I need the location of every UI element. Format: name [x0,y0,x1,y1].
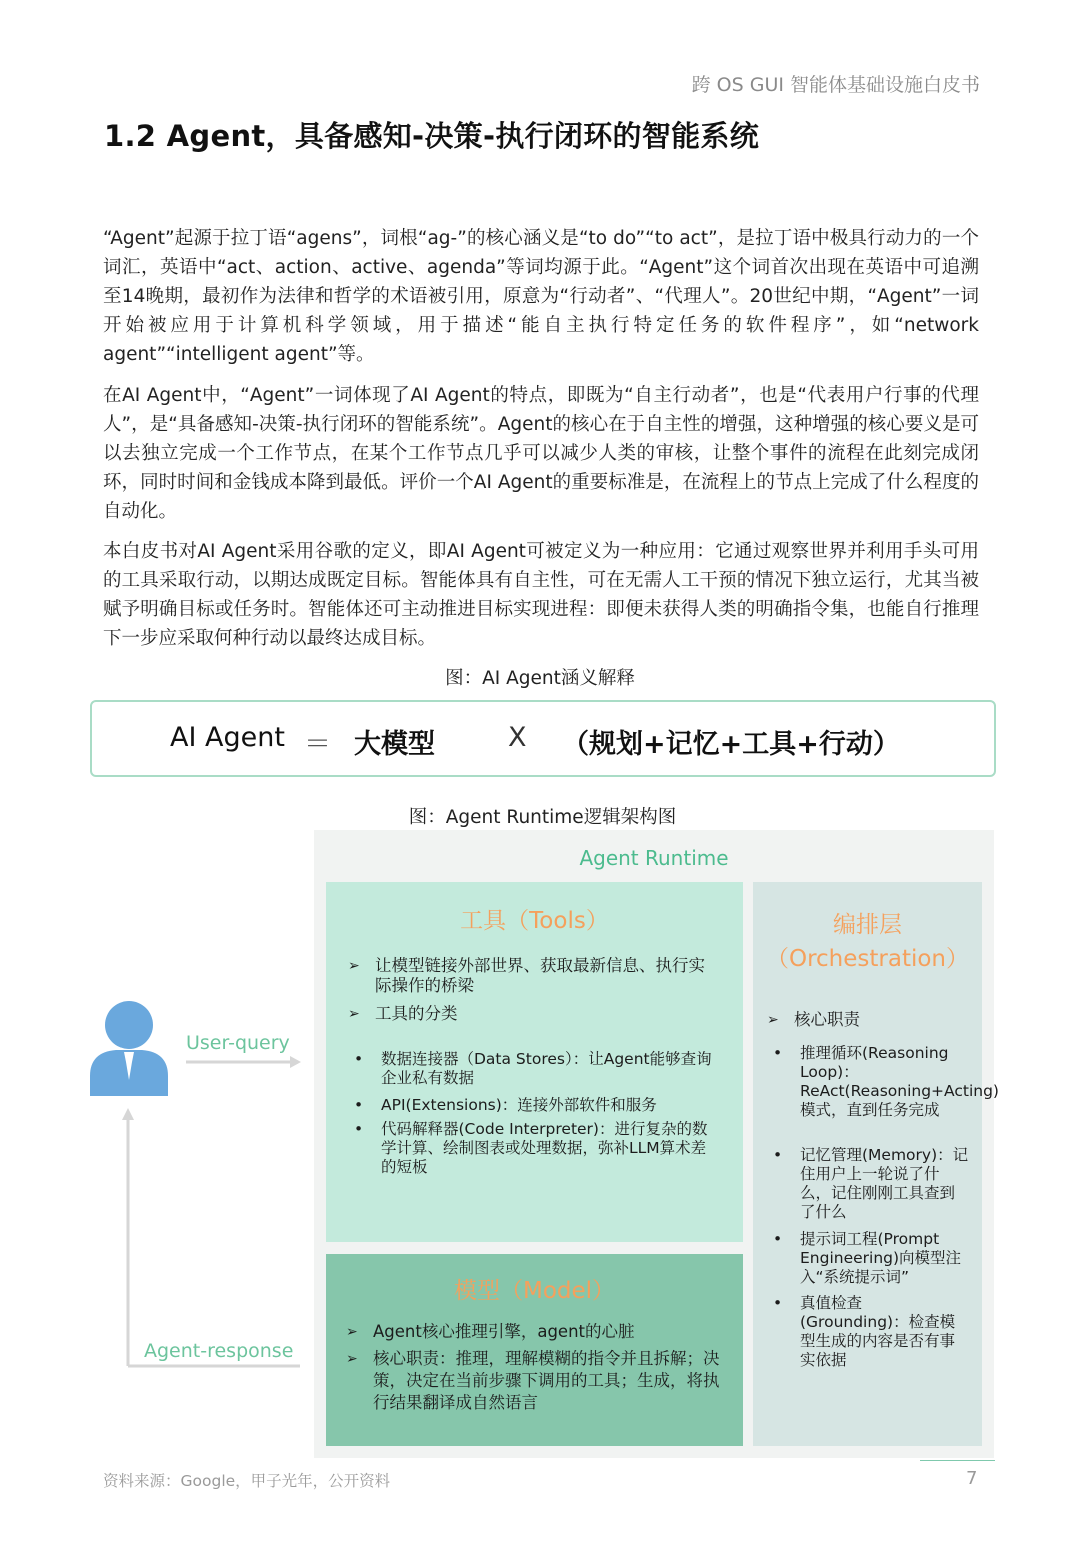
formula-components: （规划+记忆+工具+行动） [562,729,900,760]
bullet-dot-icon: • [773,1146,783,1164]
runtime-title: Agent Runtime [579,846,729,870]
model-title: 模型（Model） [453,1278,616,1304]
orchestration-box [753,882,999,1446]
paragraph-ai-agent-meaning: 在AI Agent中，“Agent”一词体现了AI Agent的特点，即既为“自主行动者”，也是“代表用户行事的代理人”，是“具备感知-决策-执行闭环的智能系统”。Agent的核心在于自主性的增强，这种增强的核心要义是可以去独立完成一个工作节点，在某个工作节点几乎可以减少人类的审核，让整个事件的流程在此刻完成闭环，同时时间和金钱成本降到最低。评价一个AI Agent的重要标准是，在流程上的节点上完成了什么程度的自动化。 [103,385,979,522]
orchestration-title: 编排层（Orchestration） [765,912,970,972]
model-point: ➢ Agent核心推理引擎，agent的心脏 [346,1322,635,1341]
paragraph-etymology: “Agent”起源于拉丁语“agens”，词根“ag-”的核心涵义是“to do”“to act”，是拉丁语中极具行动力的一个词汇，英语中“act、action、active、agenda”等词均源于此。“Agent”这个词首次出现在英语中可追溯至14晚期，最初作为法律和哲学的术语被引用，原意为“行动者”、“代理人”。20世纪中期，“Agent”一词开始被应用于计算机科学领域，用于描述“能自主执行特定任务的软件程序”，如“network agent”“intelligent agent”等。 [103,228,979,365]
tools-bullet: • 代码解释器(Code Interpreter)：进行复杂的数学计算、绘制图表或处理数据，弥补LLM算术差的短板 [354,1120,708,1176]
agent-runtime-panel [314,830,999,1458]
tools-bullet: • API(Extensions)：连接外部软件和服务 [354,1096,657,1114]
pointer-arrow-icon: ➢ [348,958,360,974]
figure-caption-agent-meaning: 图：AI Agent涵义解释 [445,668,635,689]
model-point: ➢ 核心职责：推理，理解模糊的指令并且拆解；决策，决定在当前步骤下调用的工具；生成，将执行结果翻译成自然语言 [346,1349,720,1412]
page-number: 7 [966,1468,978,1489]
pointer-arrow-icon: ➢ [346,1351,358,1367]
formula-llm: 大模型 [354,729,435,760]
source-note: 资料来源：Google，甲子光年，公开资料 [103,1472,391,1490]
pointer-arrow-icon: ➢ [767,1012,779,1028]
orchestration-bullet: • 记忆管理(Memory)：记住用户上一轮说了什么，记住刚刚工具查到了什么 [773,1146,969,1221]
figure-caption-runtime: 图：Agent Runtime逻辑架构图 [408,807,677,828]
footer-divider [920,1460,995,1461]
bullet-dot-icon: • [773,1294,783,1312]
tools-bullet: • 数据连接器（Data Stores）：让Agent能够查询企业私有数据 [354,1050,712,1087]
bullet-dot-icon: • [354,1050,364,1068]
section-title: 1.2 Agent，具备感知-决策-执行闭环的智能系统 [104,119,760,153]
orchestration-bullet: • 提示词工程(Prompt Engineering)向模型注入“系统提示词” [773,1230,962,1286]
pointer-arrow-icon: ➢ [346,1324,358,1340]
bullet-dot-icon: • [773,1230,783,1248]
orchestration-point: ➢ 核心职责 [767,1010,860,1029]
orchestration-bullet: • 真值检查 (Grounding)：检查模型生成的内容是否有事实依据 [773,1294,956,1369]
agent-formula-box [90,700,996,777]
tools-box [326,882,743,1242]
running-header: 跨 OS GUI 智能体基础设施白皮书 [691,74,980,96]
bullet-dot-icon: • [354,1096,364,1114]
bullet-dot-icon: • [354,1120,364,1138]
model-box [326,1254,743,1446]
user-query-label: User-query [186,1032,290,1054]
pointer-arrow-icon: ➢ [348,1006,360,1022]
tools-point: ➢ 让模型链接外部世界、获取最新信息、执行实际操作的桥梁 [348,956,705,995]
formula-times: X [508,722,527,753]
bullet-dot-icon: • [773,1044,783,1062]
formula-equals: ＝ [304,729,331,760]
formula-agent: AI Agent [170,722,285,753]
paragraph-google-definition: 本白皮书对AI Agent采用谷歌的定义，即AI Agent可被定义为一种应用：它通过观察世界并利用手头可用的工具采取行动，以期达成既定目标。智能体具有自主性，可在无需人工干预的情况下独立运行，尤其当被赋予明确目标或任务时。智能体还可主动推进目标实现进程：即便未获得人类的明确指令集，也能自行推理下一步应采取何种行动以最终达成目标。 [103,541,979,649]
tools-point: ➢ 工具的分类 [348,1004,458,1023]
orchestration-bullet: • 推理循环(Reasoning Loop)：ReAct(Reasoning+Acting)模式，直到任务完成 [773,1044,999,1119]
tools-title: 工具（Tools） [460,908,609,934]
agent-response-label: Agent-response [144,1340,294,1362]
user-icon [88,996,170,1096]
